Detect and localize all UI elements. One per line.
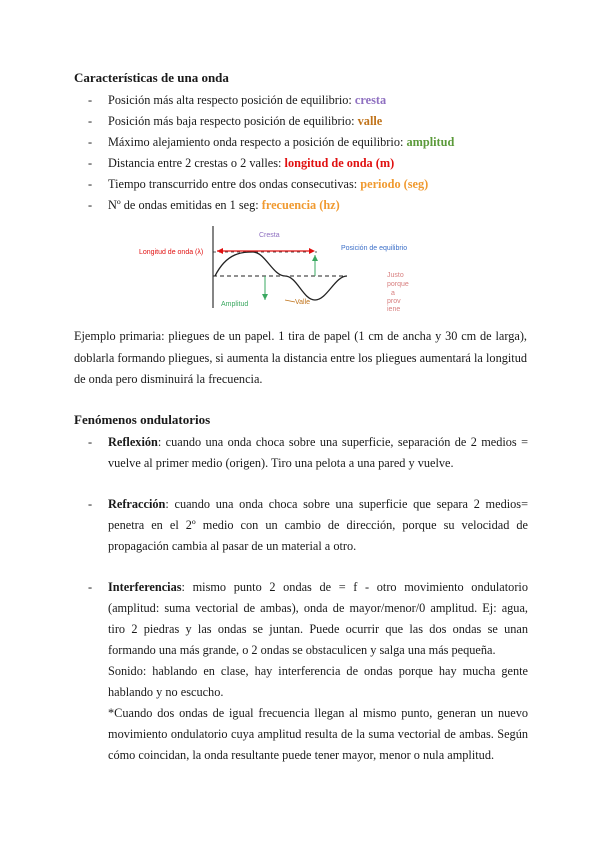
side-note-line: iene	[387, 306, 401, 313]
label-amplitude: Amplitud	[221, 301, 249, 308]
term-valle: valle	[357, 114, 383, 128]
item-text: Nº de ondas emitidas en 1 seg:	[108, 198, 262, 212]
list-item	[88, 132, 528, 153]
wave-diagram	[135, 222, 425, 314]
bullet-dash: -	[88, 93, 93, 107]
bullet-dash: -	[88, 156, 93, 170]
interferencias-item	[88, 577, 528, 766]
bullet-dash: -	[88, 135, 93, 149]
item-text: Tiempo transcurrido entre dos ondas consecutivas:	[108, 177, 361, 191]
reflexion-text	[108, 432, 528, 474]
arrow-head-left	[217, 248, 223, 254]
term-interferencias: Interferencias	[108, 580, 182, 594]
item-text: Máximo alejamiento onda respecto a posición de equilibrio:	[108, 135, 407, 149]
reflexion-item	[88, 432, 528, 474]
arrow-head-right	[309, 248, 315, 254]
term-amplitud: amplitud	[406, 135, 455, 149]
term-frecuencia: frecuencia (hz)	[261, 198, 340, 212]
label-valley: Valle	[295, 299, 311, 306]
bullet-dash: -	[88, 497, 93, 511]
refraccion-text	[108, 494, 528, 557]
interferencias-description: : mismo punto 2 ondas de = f - otro movimiento ondulatorio (amplitud: suma vectorial de ambas), onda de mayor/menor/0 amplitud. Ej: agua, tiro 2 piedras y las ondas se juntan. Puede ocurrir que las dos ondas se unan formando una más grande, o 2 ondas se obstaculicen y salga una más pequeña.	[108, 580, 528, 657]
amplitude-arrow-head-2	[312, 255, 318, 261]
term-cresta: cresta	[354, 93, 387, 107]
side-note-line: Justo	[387, 272, 404, 279]
bullet-dash: -	[88, 580, 93, 594]
item-text: Distancia entre 2 crestas o 2 valles:	[108, 156, 285, 170]
label-crest: Cresta	[259, 232, 280, 239]
section-title-caracteristicas: Características de una onda	[74, 70, 229, 85]
valley-pointer	[285, 300, 295, 302]
bullet-dash: -	[88, 177, 93, 191]
bullet-dash: -	[88, 198, 93, 212]
characteristics-list	[88, 90, 528, 216]
item-text: Posición más alta respecto posición de equilibrio:	[108, 93, 355, 107]
amplitude-arrow-head	[262, 294, 268, 300]
term-refraccion: Refracción	[108, 497, 166, 511]
list-item	[88, 90, 528, 111]
term-periodo: periodo (seg)	[360, 177, 429, 191]
section-title-fenomenos: Fenómenos ondulatorios	[74, 412, 211, 427]
sonido-paragraph: Sonido: hablando en clase, hay interferencia de ondas porque hay mucha gente hablando y no escucho.	[108, 664, 528, 699]
term-longitud-onda: longitud de onda (m)	[284, 156, 395, 170]
interferencias-paragraph	[108, 577, 528, 661]
list-item	[88, 174, 528, 195]
side-note-line: a	[391, 290, 395, 297]
refraccion-item	[88, 494, 528, 557]
example-paragraph: Ejemplo primaria: pliegues de un papel. 1 tira de papel (1 cm de ancha y 30 cm de larga), doblarla formando pliegues, si aumenta la distancia entre los pliegues aumentará la longitud de onda pero disminuirá la frecuencia.	[74, 329, 527, 386]
bullet-dash: -	[88, 435, 93, 449]
label-equilibrium: Posición de equilibrio	[341, 245, 408, 252]
list-item	[88, 195, 528, 216]
side-note-line: porque	[387, 281, 409, 288]
term-reflexion: Reflexión	[108, 435, 158, 449]
list-item	[88, 153, 528, 174]
list-item	[88, 111, 528, 132]
refraccion-description: : cuando una onda choca sobre una superficie que separa 2 medios= penetra en el 2º medio con un cambio de dirección, porque su velocidad de propagación cambia al pasar de un material a otro.	[108, 497, 528, 553]
reflexion-description: : cuando una onda choca sobre una superficie, separación de 2 medios = vuelve al primer medio (origen). Tiro una pelota a una pared y vuelve.	[108, 435, 528, 470]
label-wavelength: Longitud de onda (λ)	[139, 249, 204, 256]
nota-paragraph: *Cuando dos ondas de igual frecuencia llegan al mismo punto, generan un nuevo movimiento ondulatorio cuya amplitud resulta de la suma vectorial de ambas. Según cómo coincidan, la onda resultante puede tener mayor, menor o nula amplitud.	[108, 706, 528, 762]
item-text: Posición más baja respecto posición de equilibrio:	[108, 114, 358, 128]
bullet-dash: -	[88, 114, 93, 128]
interferencias-text	[108, 577, 528, 766]
side-note-line: prov	[387, 298, 401, 305]
